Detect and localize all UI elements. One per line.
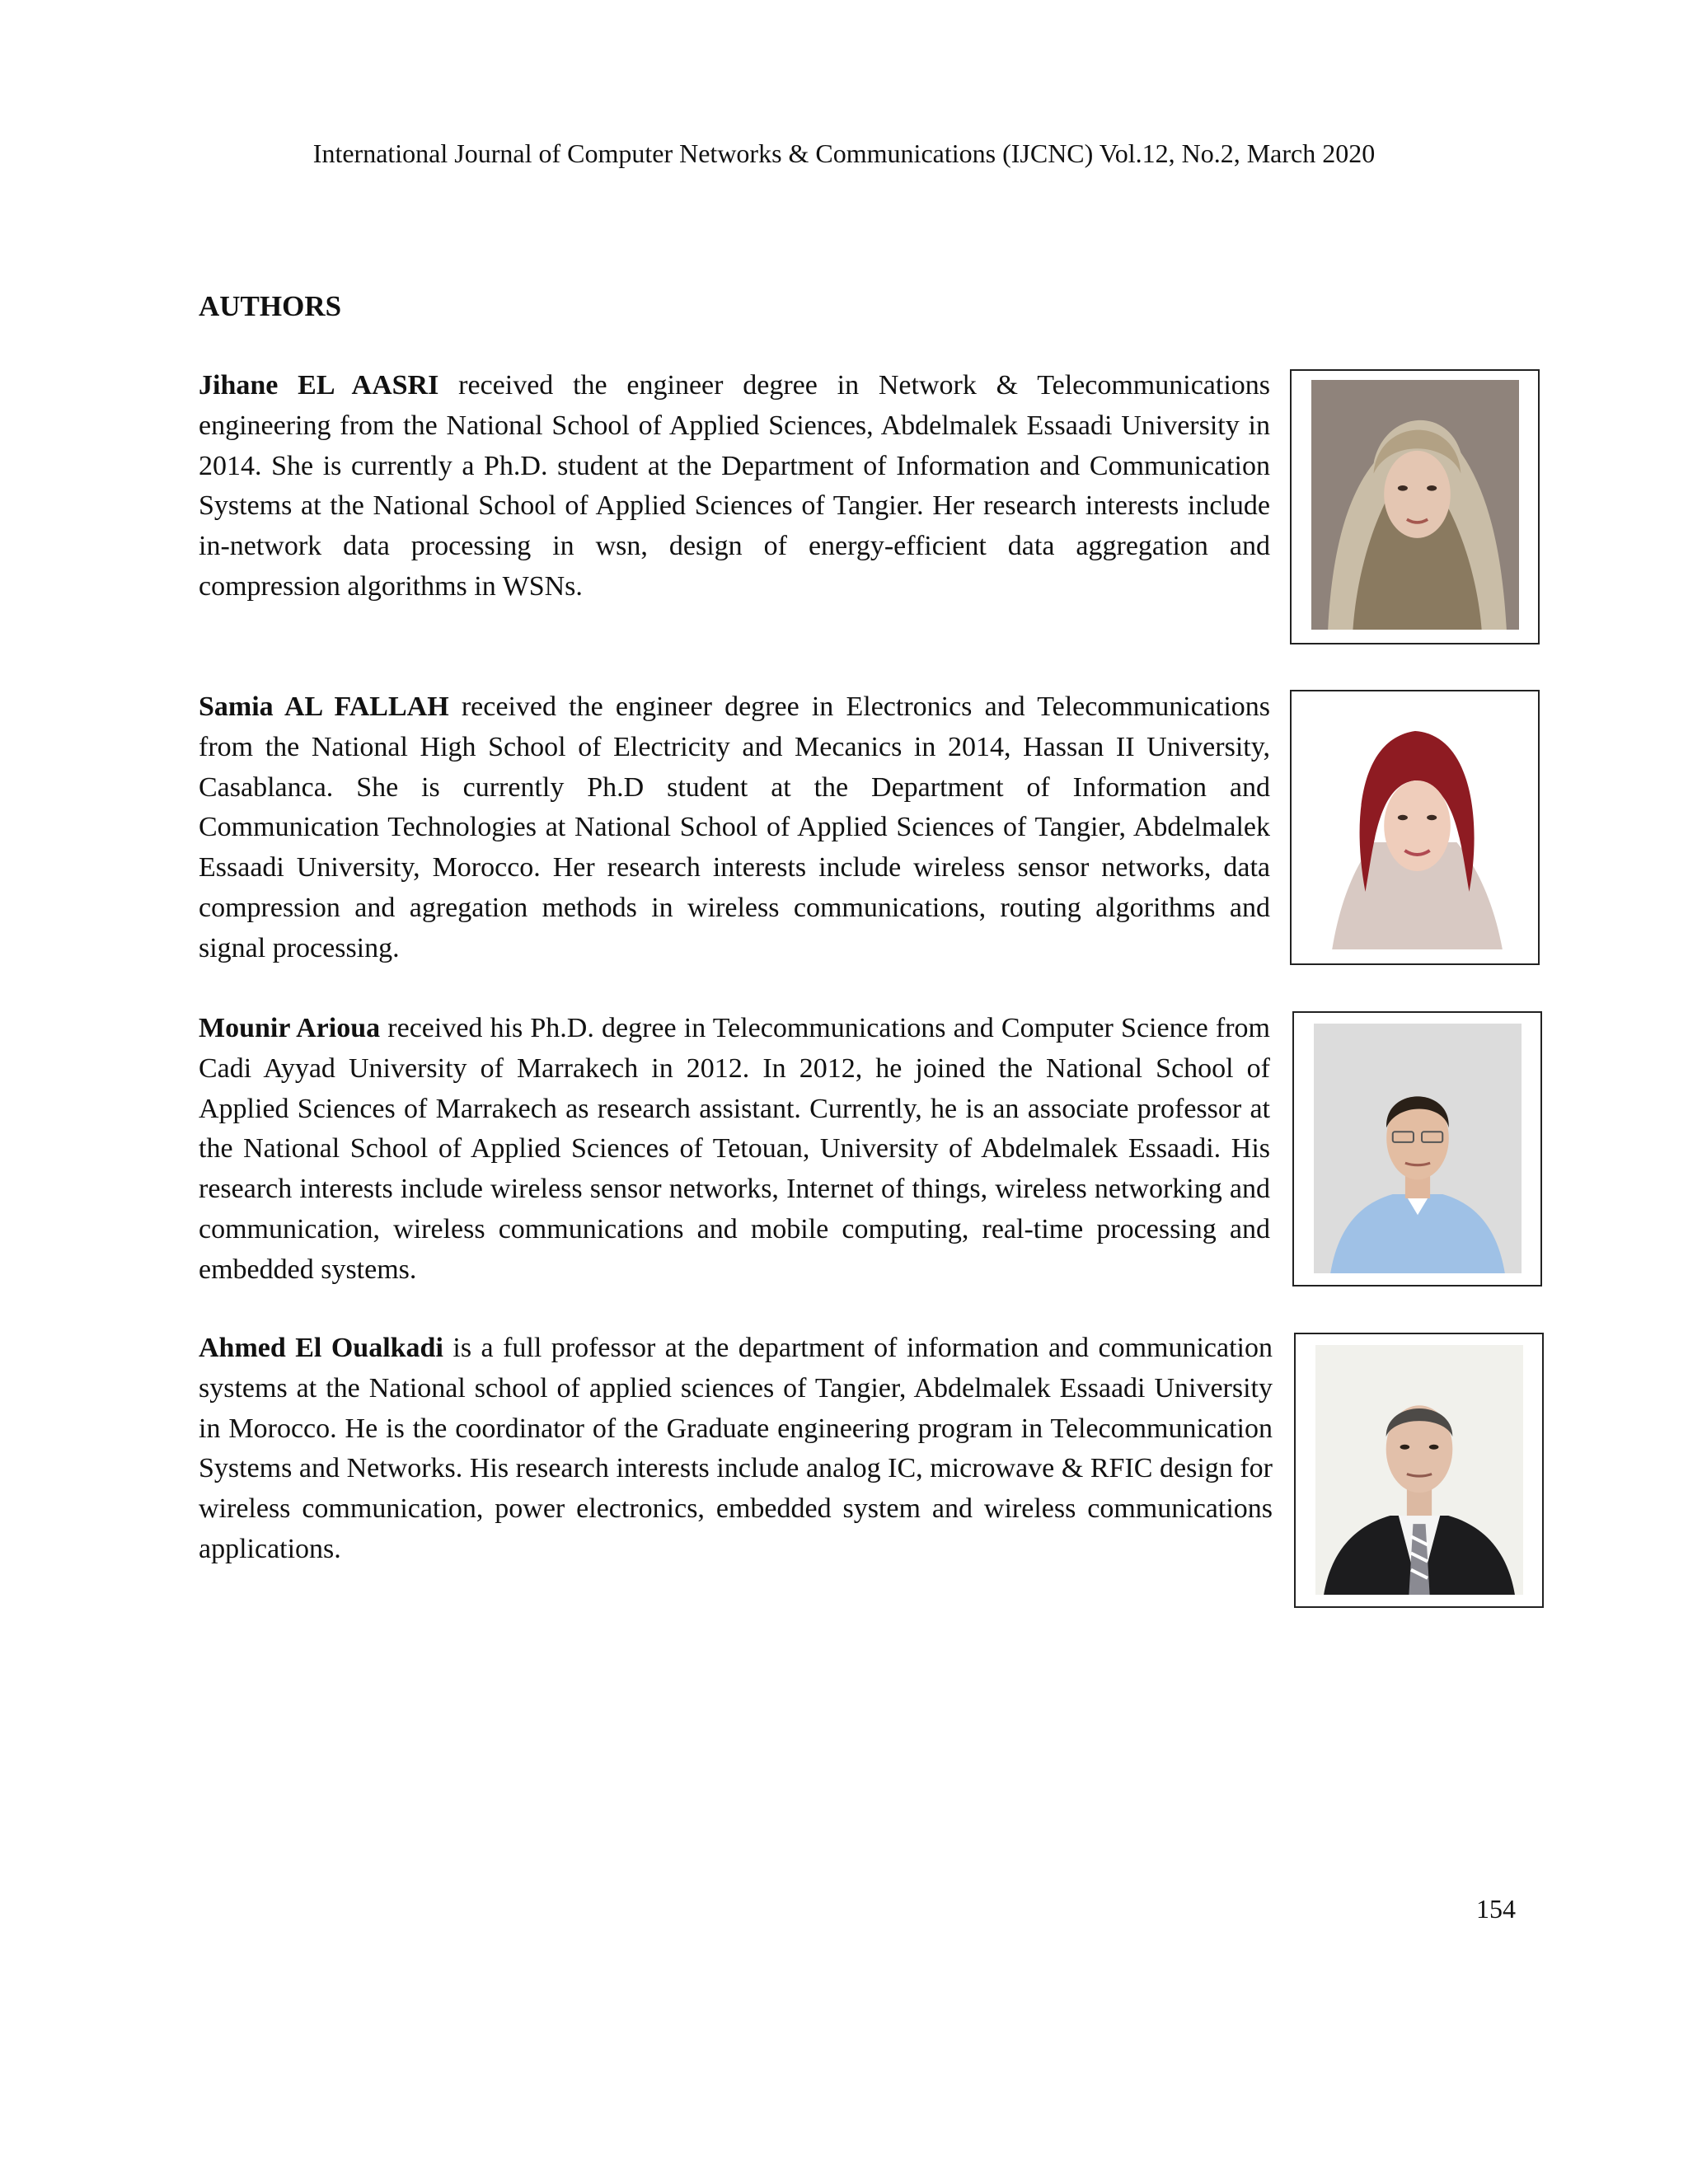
- author-name: Mounir Arioua: [199, 1013, 381, 1043]
- author-bio-text: is a full professor at the department of information and communication systems at the National school of applied sciences of Tangier, Abdelmalek Essaadi University in Morocco. He is the coordinator of the Graduate engineering program in Telecommunication Systems and Networks. His research interests include analog IC, microwave & RFIC design for wireless communication, power electronics, embedded system and wireless communications applications.: [199, 1333, 1273, 1564]
- author-photo: [1315, 1345, 1523, 1595]
- author-entry: [199, 1009, 1270, 1291]
- author-entry: [199, 366, 1270, 607]
- author-bio: [199, 366, 1270, 607]
- author-photo: [1311, 702, 1519, 949]
- author-bio-text: received his Ph.D. degree in Telecommunications and Computer Science from Cadi Ayyad University of Marrakech in 2012. In 2012, he joined the National School of Applied Sciences of Marrakech as research assistant. Currently, he is an associate professor at the National School of Applied Sciences of Tetouan, University of Abdelmalek Essaadi. His research interests include wireless sensor networks, Internet of things, wireless networking and communication, wireless communications and mobile computing, real-time processing and embedded systems.: [199, 1013, 1270, 1285]
- page-number: 154: [1476, 1894, 1516, 1924]
- author-bio: [199, 1329, 1273, 1570]
- author-entry: [199, 687, 1270, 969]
- author-name: Jihane EL AASRI: [199, 370, 439, 401]
- author-bio: [199, 687, 1270, 969]
- author-name: Samia AL FALLAH: [199, 691, 449, 722]
- author-photo: [1311, 380, 1519, 630]
- author-name: Ahmed El Oualkadi: [199, 1333, 443, 1363]
- running-header: International Journal of Computer Networks & Communications (IJCNC) Vol.12, No.2, March 2020: [312, 138, 1376, 168]
- author-bio-text: received the engineer degree in Electronics and Telecommunications from the National High School of Electricity and Mecanics in 2014, Hassan II University, Casablanca. She is currently Ph.D student at the Department of Information and Communication Technologies at National School of Applied Sciences of Tangier, Abdelmalek Essaadi University, Morocco. Her research interests include wireless sensor networks, data compression and agregation methods in wireless communications, routing algorithms and signal processing.: [199, 691, 1271, 963]
- author-entry: [199, 1329, 1273, 1570]
- author-bio-text: received the engineer degree in Network & Telecommunications engineering from the National School of Applied Sciences, Abdelmalek Essaadi University in 2014. She is currently a Ph.D. student at the Department of Information and Communication Systems at the National School of Applied Sciences of Tangier. Her research interests include in-network data processing in wsn, design of energy-efficient data aggregation and compression algorithms in WSNs.: [199, 370, 1271, 602]
- author-bio: [199, 1009, 1270, 1291]
- section-heading-authors: AUTHORS: [199, 290, 342, 322]
- author-photo: [1314, 1024, 1522, 1273]
